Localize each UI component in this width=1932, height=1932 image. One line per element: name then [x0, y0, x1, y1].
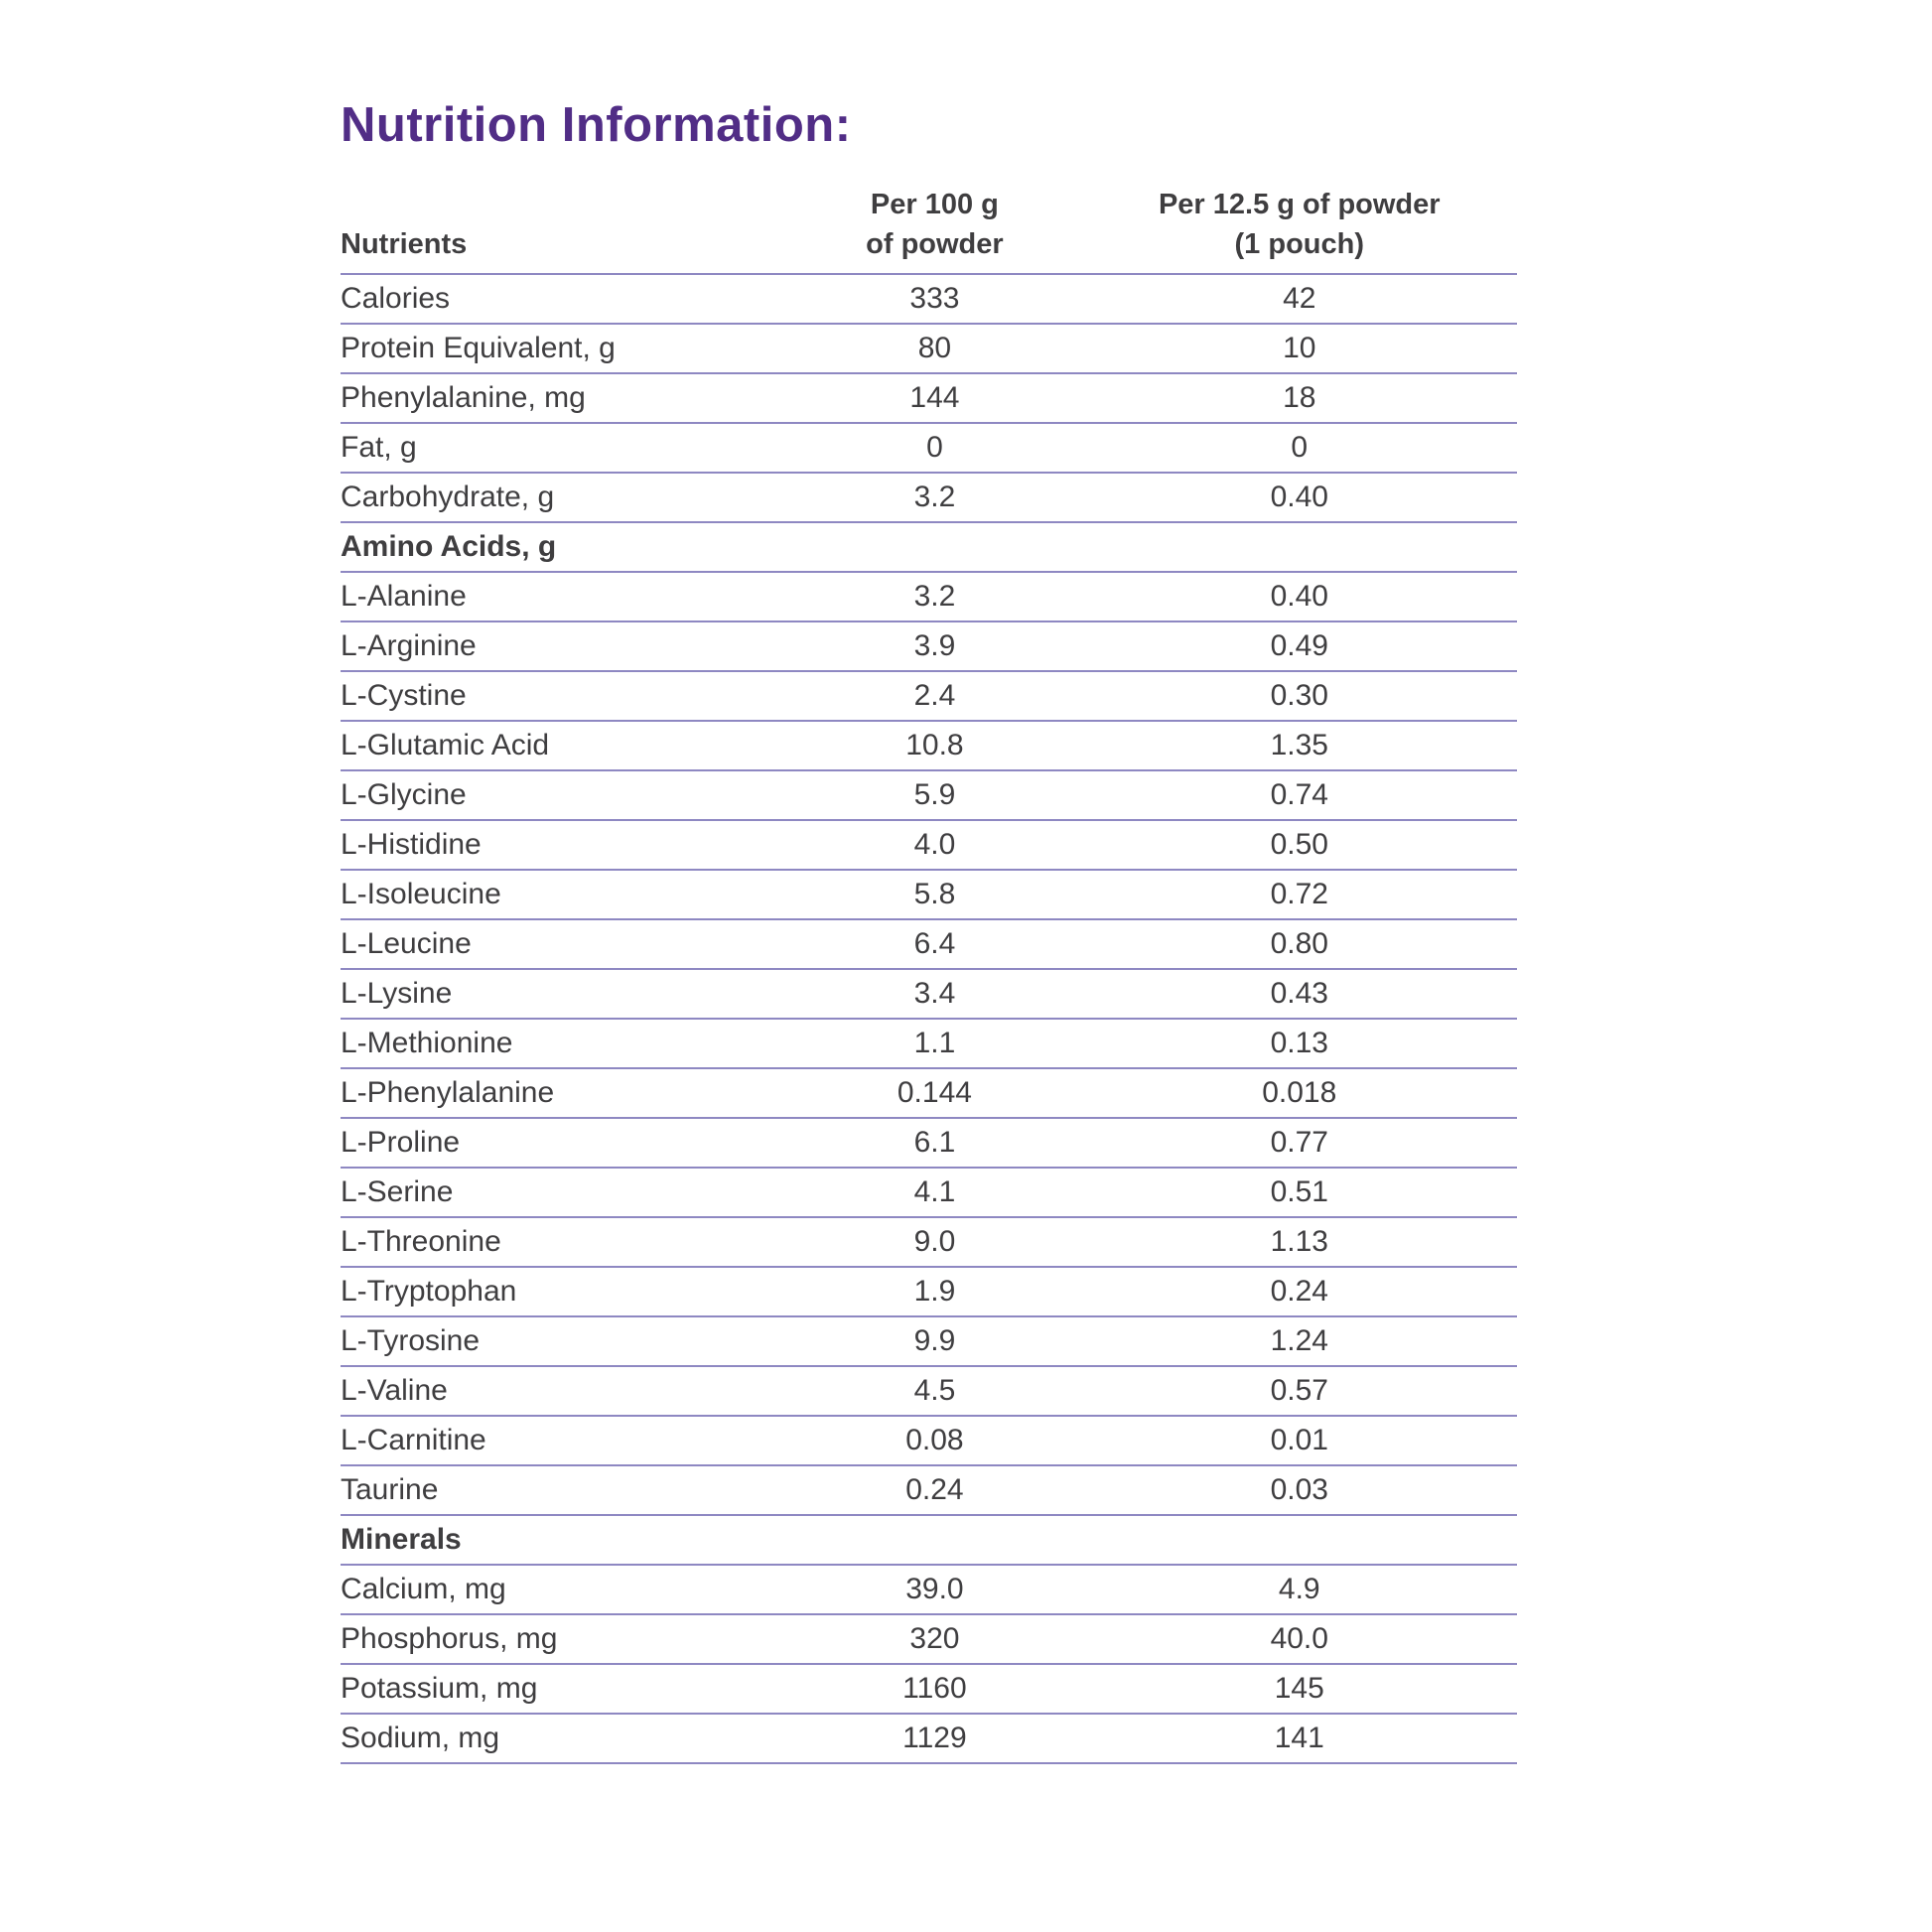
- nutrient-label: Protein Equivalent, g: [341, 331, 616, 364]
- value-per-100g: 5.9: [913, 777, 956, 811]
- nutrient-label: L-Tryptophan: [341, 1274, 517, 1308]
- value-per-100g: 4.5: [913, 1373, 956, 1407]
- nutrient-label: L-Glycine: [341, 777, 467, 811]
- section-row: [341, 1516, 1517, 1566]
- value-per-pouch: 0.40: [1270, 579, 1328, 613]
- value-per-pouch: 0.43: [1270, 976, 1328, 1010]
- table-header-row: [341, 185, 1517, 275]
- table-row: [341, 1615, 1517, 1665]
- value-per-pouch: 0.49: [1270, 628, 1328, 662]
- value-per-100g: 1.1: [913, 1026, 956, 1059]
- value-per-pouch: 1.35: [1270, 728, 1328, 761]
- value-per-pouch: 0.77: [1270, 1125, 1328, 1159]
- column-header-per-pouch-line2: (1 pouch): [1234, 227, 1365, 260]
- nutrient-label: L-Cystine: [341, 678, 467, 712]
- value-per-pouch: 0.03: [1270, 1472, 1328, 1506]
- nutrient-label: Phenylalanine, mg: [341, 380, 586, 414]
- column-header-per-100g-line1: Per 100 g: [870, 188, 999, 220]
- column-header-per-100g-line2: of powder: [866, 227, 1004, 260]
- value-per-pouch: 1.13: [1270, 1224, 1328, 1258]
- value-per-pouch: 0: [1291, 430, 1309, 464]
- table-row: [341, 1466, 1517, 1516]
- value-per-pouch: 145: [1274, 1671, 1324, 1705]
- value-per-pouch: 18: [1283, 380, 1316, 414]
- nutrient-label: Calories: [341, 281, 451, 315]
- table-row: [341, 1317, 1517, 1367]
- value-per-pouch: 0.51: [1270, 1174, 1328, 1208]
- nutrient-label: Carbohydrate, g: [341, 480, 555, 513]
- value-per-pouch: 4.9: [1278, 1572, 1320, 1605]
- nutrient-label: L-Glutamic Acid: [341, 728, 550, 761]
- table-row: [341, 1566, 1517, 1615]
- table-row: [341, 474, 1517, 523]
- table-row: [341, 771, 1517, 821]
- value-per-100g: 1.9: [913, 1274, 956, 1308]
- value-per-pouch: 1.24: [1270, 1323, 1328, 1357]
- table-row: [341, 1268, 1517, 1317]
- value-per-100g: 2.4: [913, 678, 956, 712]
- value-per-100g: 1129: [902, 1721, 967, 1754]
- table-row: [341, 1665, 1517, 1715]
- value-per-pouch: 10: [1283, 331, 1316, 364]
- nutrient-label: Sodium, mg: [341, 1721, 500, 1754]
- table-row: [341, 970, 1517, 1020]
- value-per-100g: 320: [909, 1621, 960, 1655]
- table-row: [341, 1417, 1517, 1466]
- table-row: [341, 1169, 1517, 1218]
- nutrient-label: L-Proline: [341, 1125, 461, 1159]
- value-per-100g: 3.4: [913, 976, 956, 1010]
- value-per-pouch: 0.01: [1270, 1423, 1328, 1456]
- value-per-100g: 0.144: [897, 1075, 972, 1109]
- value-per-pouch: 0.30: [1270, 678, 1328, 712]
- nutrient-label: L-Phenylalanine: [341, 1075, 555, 1109]
- nutrient-label: L-Lysine: [341, 976, 453, 1010]
- table-row: [341, 1367, 1517, 1417]
- column-header-per-pouch-line1: Per 12.5 g of powder: [1158, 188, 1441, 220]
- nutrient-label: L-Valine: [341, 1373, 448, 1407]
- value-per-pouch: 40.0: [1270, 1621, 1328, 1655]
- table-body: [341, 275, 1517, 1764]
- nutrient-label: Taurine: [341, 1472, 439, 1506]
- column-header-per-pouch: [1082, 185, 1517, 264]
- nutrient-label: L-Tyrosine: [341, 1323, 481, 1357]
- nutrient-label: L-Methionine: [341, 1026, 513, 1059]
- section-label: Minerals: [341, 1522, 462, 1556]
- value-per-pouch: 0.50: [1270, 827, 1328, 861]
- value-per-pouch: 0.13: [1270, 1026, 1328, 1059]
- nutrient-label: L-Serine: [341, 1174, 454, 1208]
- table-row: [341, 1069, 1517, 1119]
- value-per-100g: 3.2: [913, 480, 956, 513]
- column-header-per-100g: [787, 185, 1081, 264]
- table-row: [341, 920, 1517, 970]
- column-header-nutrients-label: Nutrients: [341, 227, 468, 260]
- value-per-100g: 0.24: [905, 1472, 964, 1506]
- nutrient-label: L-Threonine: [341, 1224, 501, 1258]
- table-row: [341, 374, 1517, 424]
- table-row: [341, 1218, 1517, 1268]
- nutrient-label: L-Isoleucine: [341, 877, 501, 910]
- nutrient-label: Calcium, mg: [341, 1572, 506, 1605]
- table-row: [341, 672, 1517, 722]
- section-row: [341, 523, 1517, 573]
- table-row: [341, 325, 1517, 374]
- value-per-100g: 333: [909, 281, 960, 315]
- value-per-pouch: 141: [1274, 1721, 1324, 1754]
- nutrient-label: Phosphorus, mg: [341, 1621, 558, 1655]
- value-per-pouch: 0.24: [1270, 1274, 1328, 1308]
- value-per-100g: 10.8: [905, 728, 964, 761]
- value-per-100g: 9.0: [913, 1224, 956, 1258]
- value-per-100g: 9.9: [913, 1323, 956, 1357]
- value-per-100g: 39.0: [905, 1572, 964, 1605]
- page-title: Nutrition Information:: [341, 98, 852, 152]
- value-per-pouch: 42: [1283, 281, 1316, 315]
- value-per-100g: 3.2: [913, 579, 956, 613]
- table-row: [341, 1119, 1517, 1169]
- nutrient-label: L-Leucine: [341, 926, 472, 960]
- value-per-100g: 1160: [902, 1671, 967, 1705]
- nutrient-label: L-Alanine: [341, 579, 467, 613]
- value-per-pouch: 0.74: [1270, 777, 1328, 811]
- nutrient-label: Fat, g: [341, 430, 417, 464]
- column-header-nutrients: [341, 224, 787, 264]
- value-per-100g: 6.1: [913, 1125, 956, 1159]
- nutrient-label: L-Carnitine: [341, 1423, 486, 1456]
- value-per-100g: 5.8: [913, 877, 956, 910]
- value-per-100g: 80: [917, 331, 952, 364]
- table-row: [341, 821, 1517, 871]
- value-per-100g: 3.9: [913, 628, 956, 662]
- nutrition-panel: [341, 99, 1517, 1764]
- value-per-100g: 4.0: [913, 827, 956, 861]
- value-per-100g: 0.08: [905, 1423, 964, 1456]
- value-per-pouch: 0.40: [1270, 480, 1328, 513]
- table-row: [341, 573, 1517, 622]
- table-row: [341, 1020, 1517, 1069]
- nutrient-label: L-Arginine: [341, 628, 477, 662]
- value-per-100g: 144: [909, 380, 960, 414]
- value-per-pouch: 0.72: [1270, 877, 1328, 910]
- value-per-100g: 6.4: [913, 926, 956, 960]
- value-per-pouch: 0.018: [1262, 1075, 1337, 1109]
- section-label: Amino Acids, g: [341, 529, 557, 563]
- nutrition-table: [341, 185, 1517, 1764]
- nutrient-label: L-Histidine: [341, 827, 482, 861]
- value-per-100g: 0: [926, 430, 943, 464]
- table-row: [341, 722, 1517, 771]
- nutrient-label: Potassium, mg: [341, 1671, 538, 1705]
- value-per-100g: 4.1: [913, 1174, 956, 1208]
- value-per-pouch: 0.57: [1270, 1373, 1328, 1407]
- table-row: [341, 275, 1517, 325]
- value-per-pouch: 0.80: [1270, 926, 1328, 960]
- table-row: [341, 1715, 1517, 1764]
- table-row: [341, 424, 1517, 474]
- table-row: [341, 622, 1517, 672]
- table-row: [341, 871, 1517, 920]
